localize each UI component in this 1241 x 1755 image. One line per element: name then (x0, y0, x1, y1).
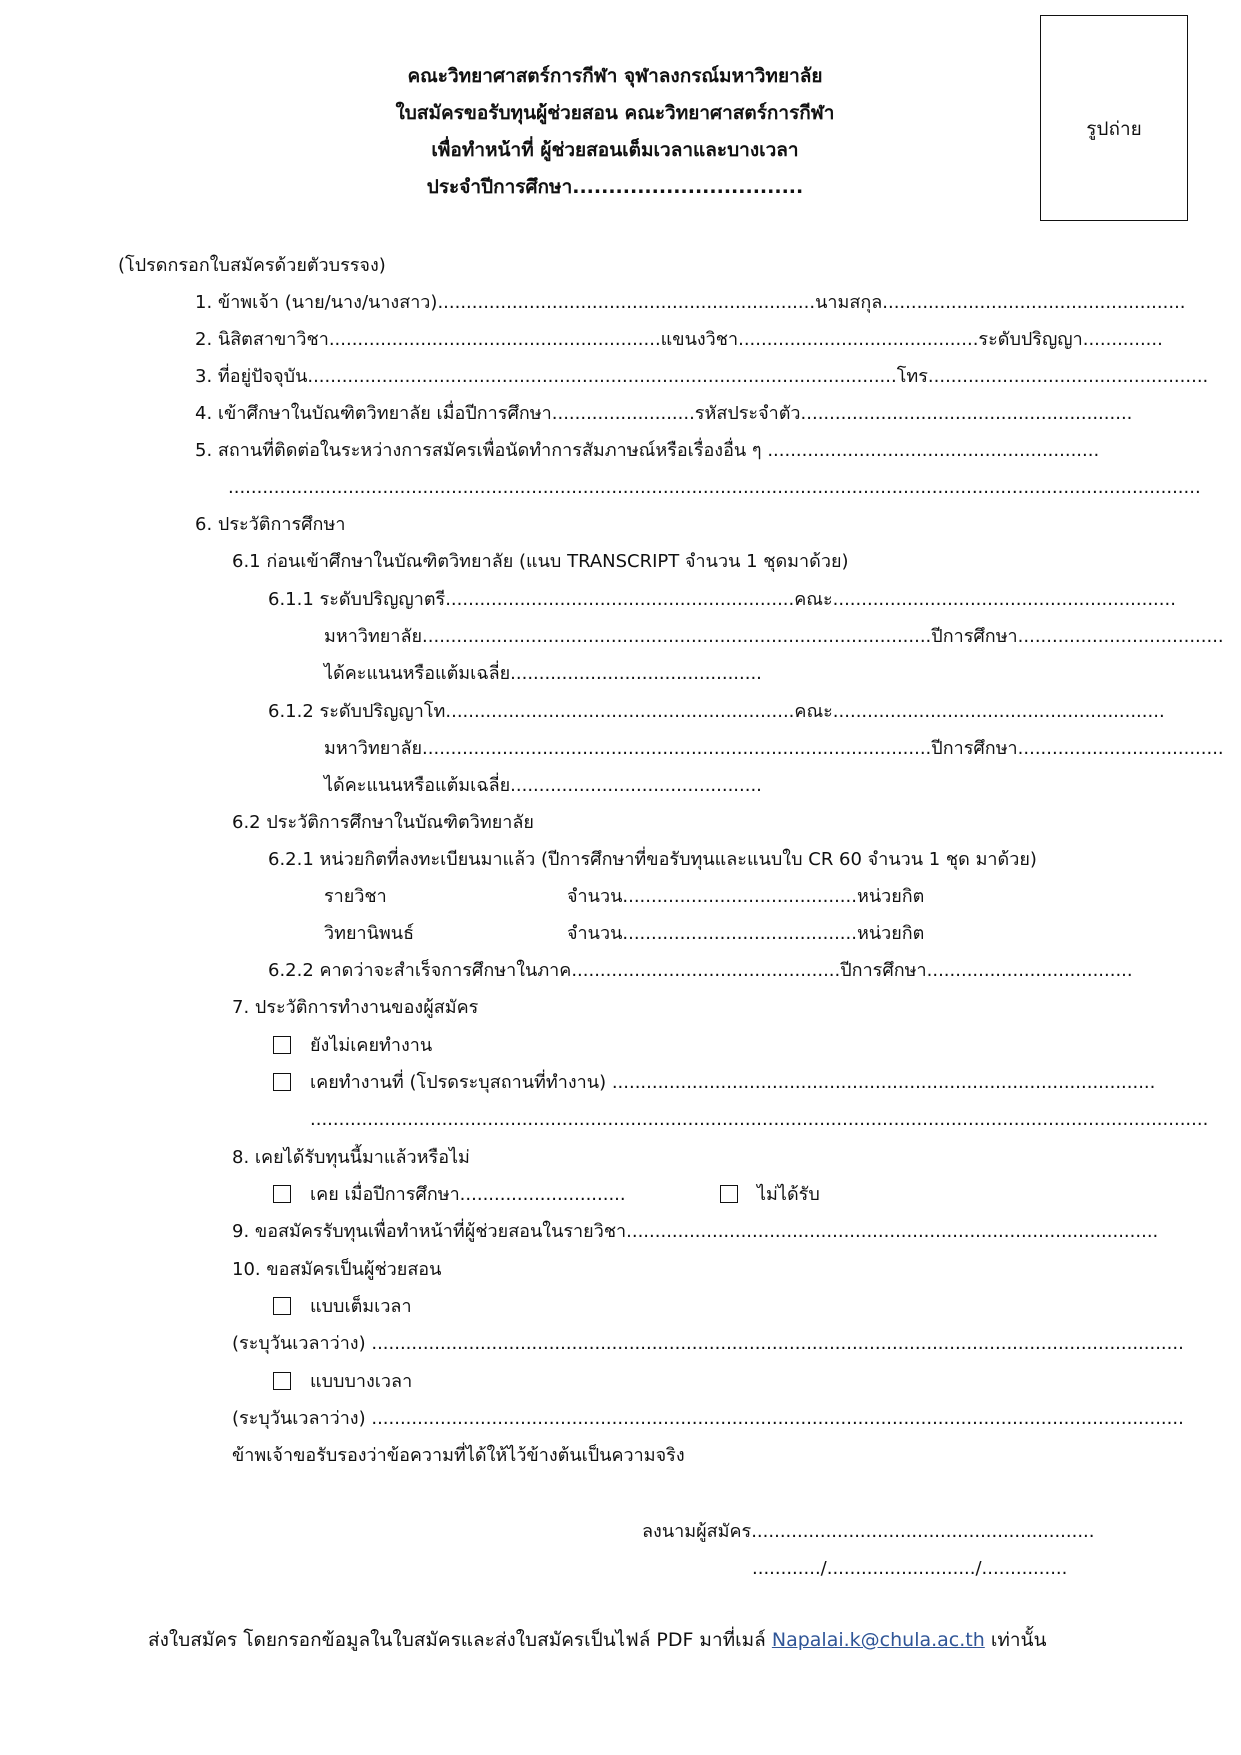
signature-date: ............/........................../............... (752, 1558, 1068, 1579)
not-received-checkbox[interactable] (720, 1185, 738, 1203)
item-4-enrollment: 4. เข้าศึกษาในบัณฑิตวิทยาลัย เมื่อปีการศึกษา.........................รหัสประจำตัว.......................................................... (195, 403, 1133, 424)
item-6-1-2-university: มหาวิทยาลัย.........................................................................................ปีการศึกษา.................................... (324, 738, 1224, 759)
item-6-2: 6.2 ประวัติการศึกษาในบัณฑิตวิทยาลัย (232, 812, 534, 833)
thesis-credits: จำนวน.........................................หน่วยกิต (567, 923, 925, 944)
submission-note (148, 1628, 1047, 1652)
item-2-major: 2. นิสิตสาขาวิชา..........................................................แขนงวิชา..........................................ระดับปริญญา.............. (195, 329, 1163, 350)
worked-cont: ............................................................................................................................................................. (310, 1109, 1209, 1130)
item-10-ta-type: 10. ขอสมัครเป็นผู้ช่วยสอน (232, 1259, 442, 1280)
item-3-address: 3. ที่อยู่ปัจจุบัน.......................................................................................................โทร................................................. (195, 366, 1209, 387)
part-time-availability: (ระบุวันเวลาว่าง) .............................................................................................................................................. (232, 1408, 1184, 1429)
item-6-education: 6. ประวัติการศึกษา (195, 514, 346, 535)
signature-line: ลงนามผู้สมัคร............................................................ (642, 1521, 1095, 1542)
submission-text: ส่งใบสมัคร โดยกรอกข้อมูลในใบสมัครและส่งใบสมัครเป็นไฟล์ PDF มาที่เมล์ (148, 1629, 772, 1651)
course-credits: จำนวน.........................................หน่วยกิต (567, 886, 925, 907)
email-link[interactable]: Napalai.k@chula.ac.th (771, 1629, 985, 1651)
faculty-title: คณะวิทยาศาสตร์การกีฬา จุฬาลงกรณ์มหาวิทยาลัย (407, 65, 823, 87)
received-checkbox[interactable] (273, 1185, 291, 1203)
never-worked-label: ยังไม่เคยทำงาน (310, 1035, 433, 1056)
submission-text-end: เท่านั้น (984, 1629, 1047, 1651)
worked-checkbox[interactable] (273, 1073, 291, 1091)
academic-year-line: ประจำปีการศึกษา................................ (426, 176, 804, 198)
item-5-contact: 5. สถานที่ติดต่อในระหว่างการสมัครเพื่อนัดทำการสัมภาษณ์หรือเรื่องอื่น ๆ .......................................................... (195, 440, 1100, 461)
course-label: รายวิชา (324, 886, 387, 907)
item-6-2-2: 6.2.2 คาดว่าจะสำเร็จการศึกษาในภาค...............................................ปีการศึกษา.................................... (268, 960, 1133, 981)
not-received-label: ไม่ได้รับ (757, 1184, 820, 1205)
item-6-1-2: 6.1.2 ระดับปริญญาโท.............................................................คณะ.......................................................... (268, 701, 1165, 722)
never-worked-checkbox[interactable] (273, 1036, 291, 1054)
certification-statement: ข้าพเจ้าขอรับรองว่าข้อความที่ได้ให้ไว้ข้างต้นเป็นความจริง (232, 1445, 685, 1466)
item-8-prior-scholarship: 8. เคยได้รับทุนนี้มาแล้วหรือไม่ (232, 1147, 470, 1168)
form-purpose: เพื่อทำหน้าที่ ผู้ช่วยสอนเต็มเวลาและบางเวลา (431, 139, 799, 161)
item-6-1-1-gpa: ได้คะแนนหรือแต้มเฉลี่ย............................................ (324, 663, 762, 684)
item-6-1-1: 6.1.1 ระดับปริญญาตรี.............................................................คณะ............................................................ (268, 589, 1176, 610)
item-6-1-1-university: มหาวิทยาลัย.........................................................................................ปีการศึกษา.................................... (324, 626, 1224, 647)
item-6-1: 6.1 ก่อนเข้าศึกษาในบัณฑิตวิทยาลัย (แนบ TRANSCRIPT จำนวน 1 ชุดมาด้วย) (232, 551, 849, 572)
item-6-2-1: 6.2.1 หน่วยกิตที่ลงทะเบียนมาแล้ว (ปีการศึกษาที่ขอรับทุนและแนบใบ CR 60 จำนวน 1 ชุด มาด้วย) (268, 849, 1037, 870)
received-label: เคย เมื่อปีการศึกษา............................. (310, 1184, 626, 1205)
item-9-course: 9. ขอสมัครรับทุนเพื่อทำหน้าที่ผู้ช่วยสอนในรายวิชา............................................................................................. (232, 1221, 1159, 1242)
worked-label: เคยทำงานที่ (โปรดระบุสถานที่ทำงาน) ............................................................................................... (310, 1072, 1156, 1093)
full-time-availability: (ระบุวันเวลาว่าง) .............................................................................................................................................. (232, 1333, 1184, 1354)
photo-box (1040, 15, 1188, 221)
full-time-label: แบบเต็มเวลา (310, 1296, 412, 1317)
form-title: ใบสมัครขอรับทุนผู้ช่วยสอน คณะวิทยาศาสตร์การกีฬา (395, 102, 835, 124)
photo-label: รูปถ่าย (1086, 118, 1142, 140)
full-time-checkbox[interactable] (273, 1297, 291, 1315)
form-header (180, 58, 1050, 206)
part-time-checkbox[interactable] (273, 1372, 291, 1390)
item-5-contact-cont: .......................................................................................................................................................................... (228, 477, 1201, 498)
item-7-work-history: 7. ประวัติการทำงานของผู้สมัคร (232, 997, 479, 1018)
thesis-label: วิทยานิพนธ์ (324, 923, 415, 944)
part-time-label: แบบบางเวลา (310, 1371, 413, 1392)
item-6-1-2-gpa: ได้คะแนนหรือแต้มเฉลี่ย............................................ (324, 775, 762, 796)
item-1-name: 1. ข้าพเจ้า (นาย/นาง/นางสาว)..................................................................นามสกุล..................................................... (195, 292, 1186, 313)
instruction: (โปรดกรอกใบสมัครด้วยตัวบรรจง) (118, 255, 386, 276)
